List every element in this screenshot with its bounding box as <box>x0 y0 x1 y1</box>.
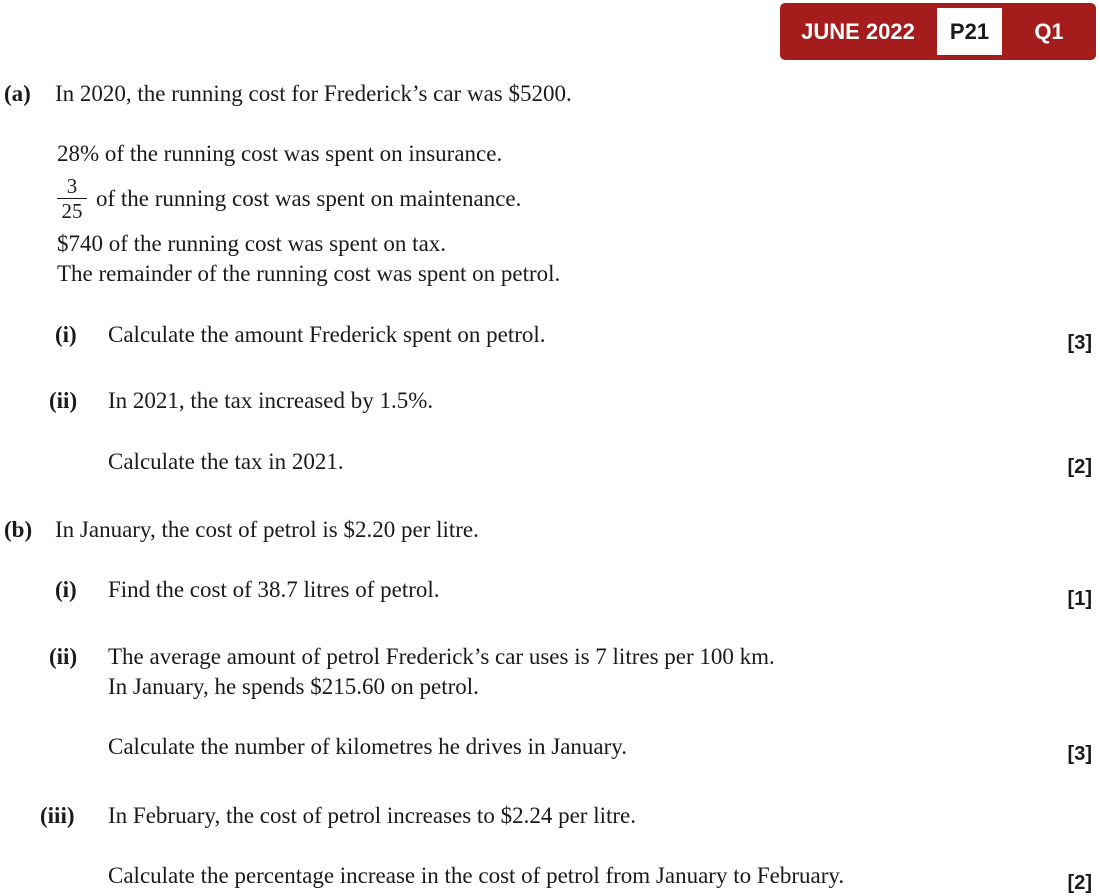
part-b-iii-text: In February, the cost of petrol increases to $2.24 per litre. <box>108 803 636 828</box>
session-label: JUNE 2022 <box>801 19 915 44</box>
part-a-ii-task: Calculate the tax in 2021. <box>108 449 344 474</box>
part-b-label: (b) <box>4 517 33 542</box>
part-b-ii-text2: In January, he spends $215.60 on petrol. <box>108 674 479 699</box>
part-b-i-text: Find the cost of 38.7 litres of petrol. <box>108 577 440 602</box>
paper-label: P21 <box>937 8 1002 55</box>
part-a-ii-marks: [2] <box>1067 456 1092 478</box>
part-b-iii-task: Calculate the percentage increase in the cost of petrol from January to February. <box>108 863 845 888</box>
part-a-label: (a) <box>4 81 31 106</box>
part-a-ii-label: (ii) <box>49 388 78 413</box>
part-b-ii-task: Calculate the number of kilometres he drives in January. <box>108 734 628 759</box>
part-a-tax-line: $740 of the running cost was spent on tax. <box>57 231 447 256</box>
part-a-intro: In 2020, the running cost for Frederick’s car was $5200. <box>55 81 572 106</box>
part-a-insurance-line: 28% of the running cost was spent on insurance. <box>57 141 503 166</box>
part-a-i-label: (i) <box>55 322 77 347</box>
part-a-ii-text: In 2021, the tax increased by 1.5%. <box>108 388 434 413</box>
part-b-ii-text1: The average amount of petrol Frederick’s car uses is 7 litres per 100 km. <box>108 644 775 669</box>
part-a-remainder-line: The remainder of the running cost was spent on petrol. <box>57 261 561 286</box>
part-b-iii-marks: [2] <box>1067 872 1092 894</box>
part-a-maintenance-line: of the running cost was spent on maintenance. <box>96 186 522 211</box>
part-b-i-marks: [1] <box>1067 588 1092 610</box>
question-label: Q1 <box>1034 19 1064 44</box>
part-a-i-text: Calculate the amount Frederick spent on petrol. <box>108 322 546 347</box>
part-a-i-marks: [3] <box>1067 332 1092 354</box>
part-b-intro: In January, the cost of petrol is $2.20 per litre. <box>55 517 479 542</box>
part-b-ii-label: (ii) <box>49 644 78 669</box>
maintenance-fraction <box>57 175 87 222</box>
part-b-i-label: (i) <box>55 577 77 602</box>
fraction-numerator: 3 <box>66 174 78 198</box>
exam-badge <box>780 3 1096 60</box>
fraction-denominator: 25 <box>61 199 83 223</box>
part-b-iii-label: (iii) <box>40 803 75 828</box>
part-b-ii-marks: [3] <box>1067 743 1092 765</box>
